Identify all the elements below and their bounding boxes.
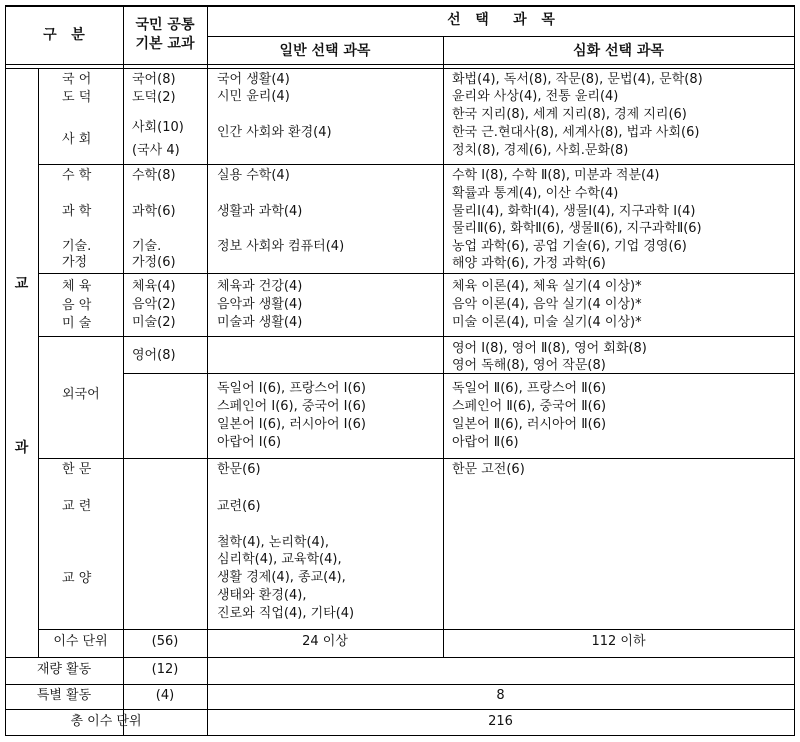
subject-label: 한 문: [62, 462, 92, 477]
row-line-total: [5, 709, 795, 710]
teukbyeol-label: 특별 활동: [36, 688, 92, 703]
common-subject: 영어(8): [132, 348, 176, 363]
common-subject: 국어(8): [132, 72, 176, 87]
row-line-jaeryang: [5, 657, 795, 658]
subject-label: 미 술: [62, 316, 92, 331]
col-line-general: [443, 36, 444, 657]
general-subject: 음악과 생활(4): [217, 297, 303, 312]
general-subject: 심리학(4), 교육학(4),: [217, 552, 342, 567]
advanced-subject: 한문 고전(6): [452, 462, 525, 477]
general-subject: 진로와 직업(4), 기타(4): [217, 606, 355, 621]
general-subject: 스페인어 Ⅰ(6), 중국어 Ⅰ(6): [217, 399, 366, 414]
advanced-subject: 미술 이론(4), 미술 실기(4 이상)*: [452, 315, 642, 330]
advanced-subject: 스페인어 Ⅱ(6), 중국어 Ⅱ(6): [452, 399, 607, 414]
advanced-subject: 수학 Ⅰ(8), 수학 Ⅱ(8), 미분과 적분(4): [452, 168, 660, 183]
common-subject: 음악(2): [132, 297, 176, 312]
advanced-subject: 한국 지리(8), 세계 지리(8), 경제 지리(6): [452, 107, 687, 122]
total-value: 216: [488, 714, 513, 729]
subject-label: 국 어: [62, 72, 92, 87]
general-subject: 독일어 Ⅰ(6), 프랑스어 Ⅰ(6): [217, 381, 366, 396]
advanced-subject: 일본어 Ⅱ(6), 러시아어 Ⅱ(6): [452, 417, 607, 432]
total-label: 총 이수 단위: [70, 714, 142, 729]
advanced-subject: 체육 이론(4), 체육 실기(4 이상)*: [452, 279, 642, 294]
teukbyeol-value: 8: [496, 688, 505, 703]
row-line-isu: [38, 629, 795, 630]
advanced-subject: 농업 과학(6), 공업 기술(6), 기업 경영(6): [452, 239, 687, 254]
isu-common: (56): [151, 634, 179, 649]
general-subject: 인간 사회와 환경(4): [217, 125, 332, 140]
subject-label: 사 회: [62, 132, 92, 147]
general-subject: 아랍어 Ⅰ(6): [217, 435, 282, 450]
advanced-subject: 영어 독해(8), 영어 작문(8): [452, 358, 606, 373]
header-gubun: 구 분: [43, 27, 85, 43]
header-advanced: 심화 선택 과목: [573, 43, 664, 59]
subject-label: 교 련: [62, 499, 92, 514]
advanced-subject: 아랍어 Ⅱ(6): [452, 435, 519, 450]
subject-label: 교 양: [62, 571, 92, 586]
jaeryang-label: 재량 활동: [36, 662, 92, 677]
row-line-3: [38, 336, 795, 337]
row-line-2: [38, 273, 795, 274]
col-line-side: [38, 68, 39, 657]
row-line-teukbyeol: [5, 684, 795, 685]
jaeryang-value: (12): [151, 662, 179, 677]
common-subject: 수학(8): [132, 168, 176, 183]
isu-label: 이수 단위: [53, 634, 108, 649]
subject-label: 수 학: [62, 168, 92, 183]
subject-label: 가정: [62, 255, 88, 270]
advanced-subject: 정치(8), 경제(6), 사회.문화(8): [452, 143, 629, 158]
general-subject: 교련(6): [217, 499, 261, 514]
general-subject: 생태와 환경(4),: [217, 588, 307, 603]
advanced-subject: 물리Ⅰ(4), 화학Ⅰ(4), 생물Ⅰ(4), 지구과학 Ⅰ(4): [452, 204, 696, 219]
advanced-subject: 음악 이론(4), 음악 실기(4 이상)*: [452, 297, 642, 312]
selective-divider: [207, 36, 795, 37]
general-subject: 국어 생활(4): [217, 72, 290, 87]
advanced-subject: 해양 과학(6), 가정 과학(6): [452, 256, 606, 271]
advanced-subject: 독일어 Ⅱ(6), 프랑스어 Ⅱ(6): [452, 381, 607, 396]
subject-label: 음 악: [62, 298, 92, 313]
common-subject: (국사 4): [132, 143, 180, 158]
general-subject: 정보 사회와 컴퓨터(4): [217, 239, 345, 254]
advanced-subject: 확률과 통계(4), 이산 수학(4): [452, 186, 619, 201]
row-line-1: [38, 164, 795, 165]
common-subject: 미술(2): [132, 315, 176, 330]
common-subject: 체육(4): [132, 279, 176, 294]
common-subject: 도덕(2): [132, 90, 176, 105]
general-subject: 생활 경제(4), 종교(4),: [217, 570, 346, 585]
header-general: 일반 선택 과목: [279, 43, 371, 59]
common-subject: 사회(10): [132, 120, 184, 135]
advanced-subject: 윤리와 사상(4), 전통 윤리(4): [452, 89, 619, 104]
table-border-right: [794, 5, 795, 736]
teukbyeol-common: (4): [155, 688, 175, 703]
general-subject: 철학(4), 논리학(4),: [217, 535, 330, 550]
general-subject: 시민 윤리(4): [217, 89, 290, 104]
col-line-common: [207, 5, 208, 736]
general-subject: 한문(6): [217, 462, 261, 477]
subject-label: 도 덕: [62, 90, 92, 105]
general-subject: 실용 수학(4): [217, 168, 290, 183]
subject-label: 체 육: [62, 279, 92, 294]
advanced-subject: 물리Ⅱ(6), 화학Ⅱ(6), 생물Ⅱ(6), 지구과학Ⅱ(6): [452, 221, 702, 236]
advanced-subject: 영어 Ⅰ(8), 영어 Ⅱ(8), 영어 회화(8): [452, 341, 647, 356]
common-subject: 과학(6): [132, 204, 176, 219]
subject-label: 외국어: [62, 387, 100, 402]
common-subject: 가정(6): [132, 255, 176, 270]
subject-label: 과 학: [62, 204, 92, 219]
col-line-subject: [123, 5, 124, 736]
general-subject: 생활과 과학(4): [217, 204, 303, 219]
side-label-gwa: 과: [14, 440, 29, 456]
header-common-2: 기본 교과: [135, 36, 195, 52]
common-subject: 기술.: [132, 239, 162, 254]
side-label-kyo: 교: [14, 276, 29, 292]
general-subject: 체육과 건강(4): [217, 279, 303, 294]
header-selective: 선 택 과 목: [447, 12, 555, 28]
subject-label: 기술.: [62, 239, 92, 254]
row-line-4: [38, 458, 795, 459]
isu-advanced: 112 이하: [591, 634, 646, 649]
advanced-subject: 화법(4), 독서(8), 작문(8), 문법(4), 문학(8): [452, 72, 703, 87]
isu-general: 24 이상: [302, 634, 348, 649]
header-common-1: 국민 공통: [135, 17, 195, 33]
general-subject: 미술과 생활(4): [217, 315, 303, 330]
table-border-left: [5, 5, 6, 736]
general-subject: 일본어 Ⅰ(6), 러시아어 Ⅰ(6): [217, 417, 366, 432]
advanced-subject: 한국 근.현대사(8), 세계사(8), 법과 사회(6): [452, 125, 700, 140]
